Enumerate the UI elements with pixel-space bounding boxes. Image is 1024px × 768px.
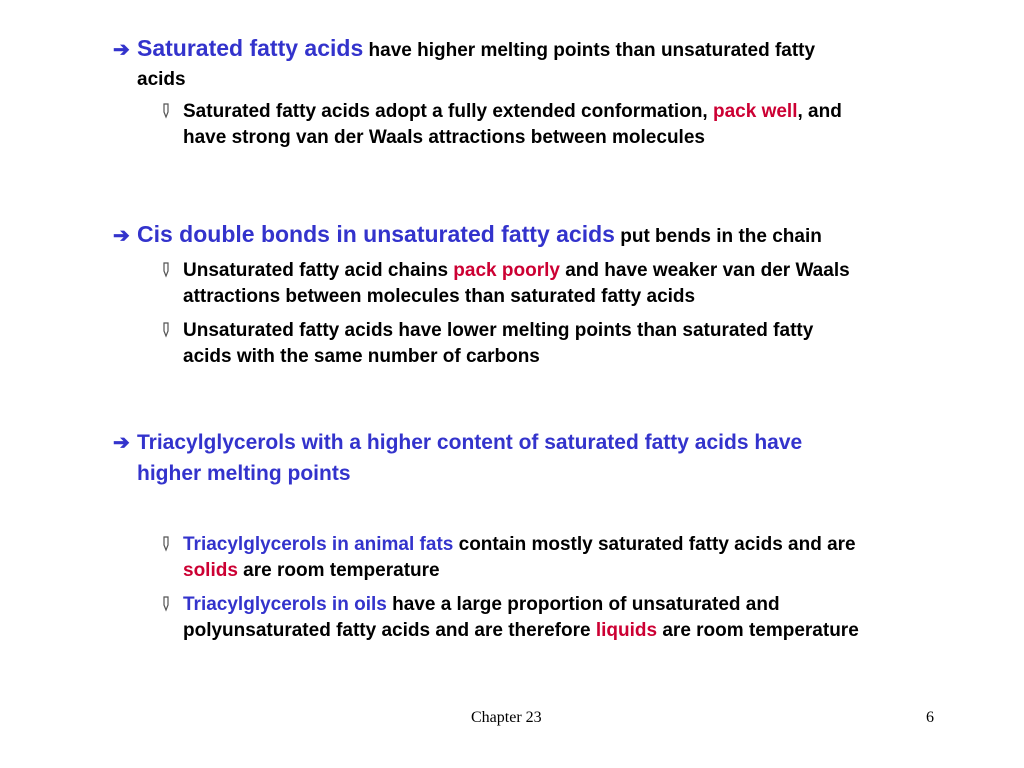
sub-bullet	[160, 258, 1000, 310]
pen-bullet-icon	[160, 103, 172, 119]
bullet-text: acids with the same number of carbons	[183, 346, 540, 367]
pen-bullet-icon	[160, 596, 172, 612]
bullet-text: , and	[797, 101, 842, 122]
sub-bullet	[160, 592, 1000, 644]
bullet-text: are room temperature	[237, 560, 440, 581]
pen-bullet-icon	[160, 262, 172, 278]
section-1	[113, 33, 993, 67]
highlight-text: Triacylglycerols in oils	[183, 594, 387, 615]
highlight-text: pack poorly	[453, 260, 560, 281]
bullet-text: and have weaker van der Waals	[559, 260, 850, 281]
bullet-text: Unsaturated fatty acids have lower melting points than saturated fatty	[183, 320, 814, 341]
section-heading: higher melting points	[137, 462, 351, 485]
arrow-right-icon: ➔	[113, 225, 130, 247]
pen-bullet-icon	[160, 536, 172, 552]
highlight-text: Triacylglycerols in animal fats	[183, 534, 454, 555]
highlight-text: pack well	[712, 101, 798, 122]
highlight-text: liquids	[595, 620, 658, 641]
section-2	[113, 219, 993, 253]
bullet-text: have a large proportion of unsaturated and	[386, 594, 780, 615]
section-text: put bends in the chain	[614, 226, 822, 247]
bullet-text: are room temperature	[657, 620, 859, 641]
section-heading: Saturated fatty acids	[137, 35, 364, 61]
bullet-text: contain mostly saturated fatty acids and are	[453, 534, 856, 555]
footer-chapter: Chapter 23	[471, 709, 542, 726]
bullet-text: Unsaturated fatty acid chains	[183, 260, 454, 281]
section-3-line2	[113, 458, 993, 489]
highlight-text: solids	[183, 560, 238, 581]
section-heading: Cis double bonds in unsaturated fatty acids	[137, 221, 615, 247]
sub-bullet	[160, 532, 1000, 584]
footer-page-number: 6	[926, 709, 934, 726]
section-text: acids	[137, 69, 186, 90]
section-1-line2	[113, 64, 993, 95]
sub-bullet	[160, 318, 1000, 370]
bullet-text: attractions between molecules than saturated fatty acids	[183, 286, 696, 307]
bullet-text: polyunsaturated fatty acids and are therefore	[183, 620, 596, 641]
bullet-text: Saturated fatty acids adopt a fully extended conformation,	[183, 101, 713, 122]
arrow-right-icon: ➔	[113, 39, 130, 61]
section-text: have higher melting points than unsaturated fatty	[363, 40, 816, 61]
section-heading: Triacylglycerols with a higher content of saturated fatty acids have	[137, 431, 803, 454]
pen-bullet-icon	[160, 322, 172, 338]
arrow-right-icon: ➔	[113, 432, 130, 454]
sub-bullet	[160, 99, 1000, 151]
section-3	[113, 427, 993, 459]
bullet-text: have strong van der Waals attractions between molecules	[183, 127, 705, 148]
